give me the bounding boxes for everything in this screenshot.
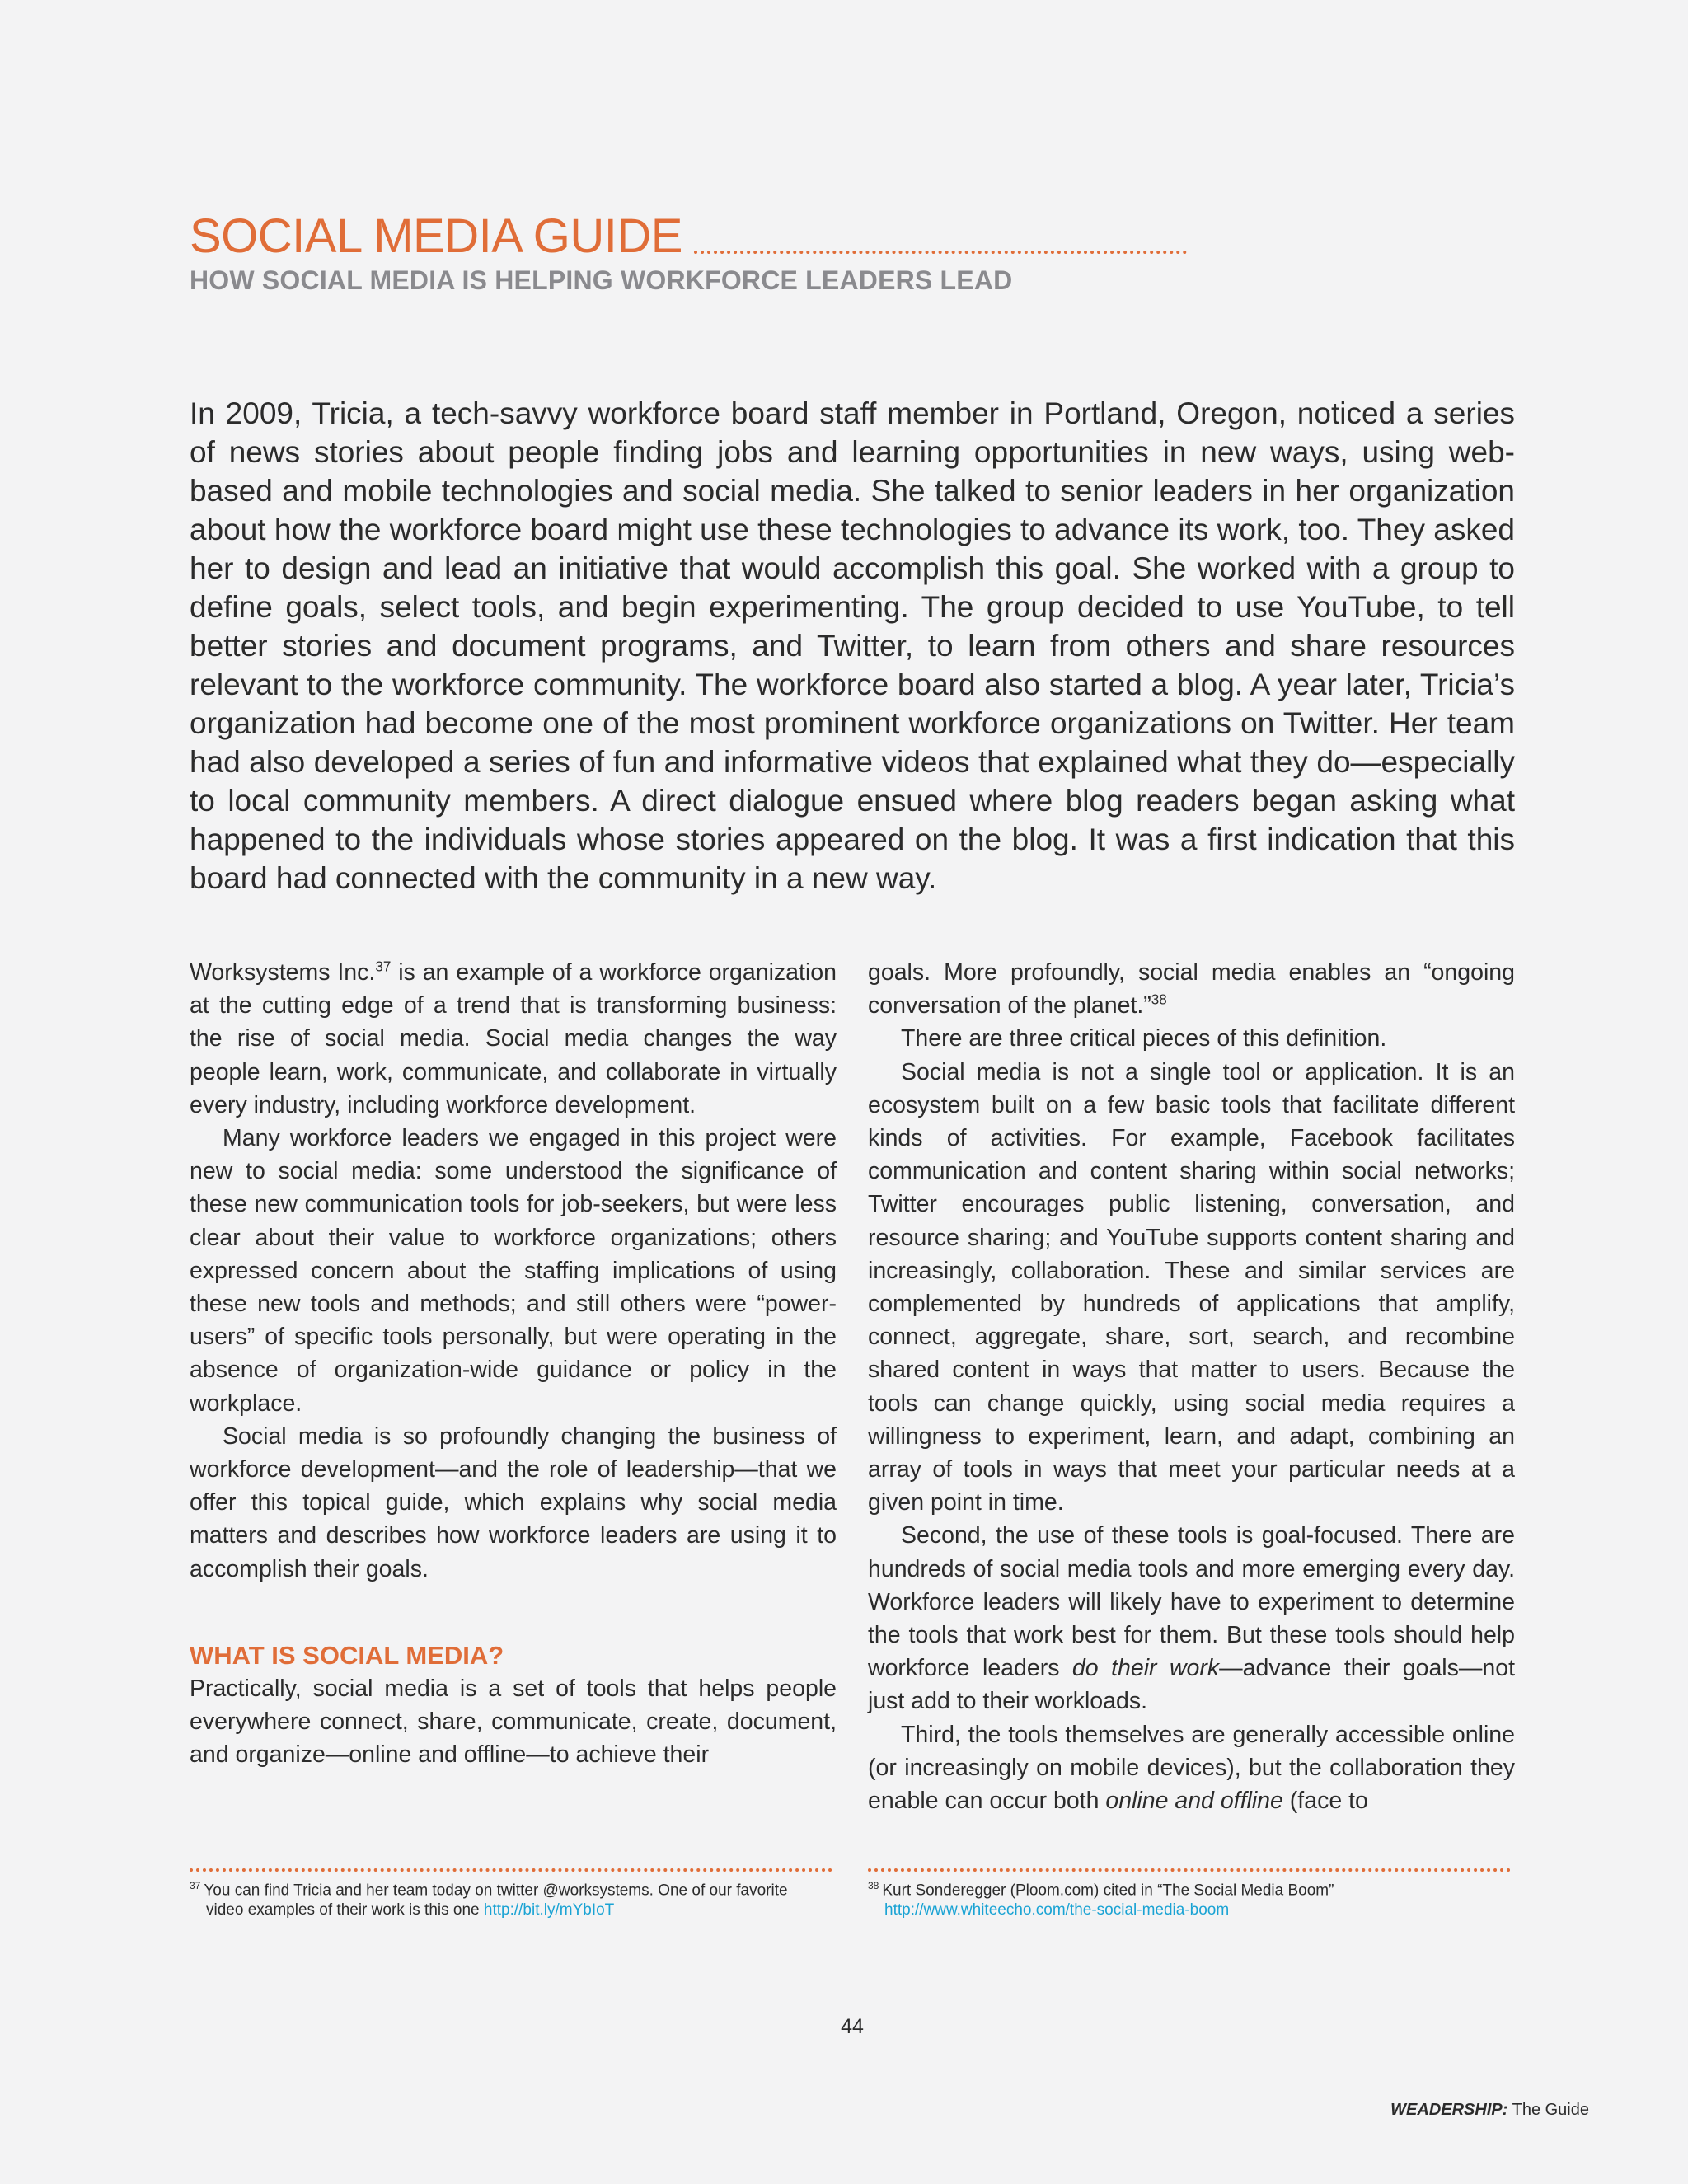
left-paragraph-1: Worksystems Inc.$^{37}$ is an example of a workforce organization at the cutting edge of a trend that is transforming business: the rise of social media. Social media changes the way people learn, work, communicate, and collaborate in virtually every industry, including workforce development. xyxy=(190,958,837,1118)
footer-brand: WEADERSHIP: xyxy=(1390,2101,1508,2119)
footnote-link-37[interactable]: http://bit.ly/mYbIoT xyxy=(483,1901,615,1919)
page-number: 44 xyxy=(841,2015,864,2038)
right-paragraph-2: There are three critical pieces of this definition. xyxy=(901,1025,1387,1052)
page-header xyxy=(190,209,1187,296)
page-subtitle: HOW SOCIAL MEDIA IS HELPING WORKFORCE LEADERS LEAD xyxy=(190,265,1013,295)
page-title: SOCIAL MEDIA GUIDE xyxy=(190,209,682,263)
left-column xyxy=(190,956,837,1771)
intro-paragraph: In 2009, Tricia, a tech-savvy workforce board staff member in Portland, Oregon, noticed a series of news stories about people finding jobs and learning opportunities in new ways, using web-based and mobile technologies and social media. She talked to senior leaders in her organization about how the workforce board might use these technologies to advance its work, too. They asked her to design and lead an initiative that would accomplish this goal. She worked with a group to define goals, select tools, and begin experimenting. The group decided to use YouTube, to tell better stories and document programs, and Twitter, to learn from others and share resources relevant to the workforce community. The workforce board also started a blog. A year later, Tricia’s organization had become one of the most prominent workforce organizations on Twitter. Her team had also developed a series of fun and informative videos that explained what they do—especially to local community members. A direct dialogue ensued where blog readers began asking what happened to the individuals whose stories appeared on the blog. It was a first indication that this board had connected with the community in a new way. xyxy=(190,396,1515,895)
right-paragraph-4: Second, the use of these tools is goal-focused. There are hundreds of social media tools and more emerging every day. Workforce leaders will likely have to experiment to determine the tools that work best for them. But these tools should help workforce leaders do their work—advance their goals—not just add to their workloads. xyxy=(868,1522,1516,1715)
footer-label: The Guide xyxy=(1507,2101,1589,2119)
title-dotted-rule xyxy=(694,251,1187,254)
footnote-rule-right xyxy=(868,1868,1511,1872)
right-paragraph-3: Social media is not a single tool or application. It is an ecosystem built on a few basic tools that facilitate different kinds of activities. For example, Facebook facilitates communication and content sharing within social networks; Twitter encourages public listening, conversation, and resource sharing; and YouTube supports content sharing and increasingly, collaboration. These and similar services are complemented by hundreds of applications that amplify, connect, aggregate, share, sort, search, and recombine shared content in ways that matter to users. Because the tools can change quickly, using social media requires a willingness to experiment, learn, and adapt, combining an array of tools in ways that meet your particular needs at a given point in time. xyxy=(868,1058,1515,1516)
section-heading: WHAT IS SOCIAL MEDIA? xyxy=(190,1640,504,1670)
page-footer xyxy=(1390,2101,1589,2120)
right-column xyxy=(868,956,1515,1817)
footnote-rule-left xyxy=(190,1868,832,1872)
left-paragraph-2: Many workforce leaders we engaged in this project were new to social media: some understood the significance of these new communication tools for job-seekers, but were less clear about their value to workforce organizations; others expressed concern about the staffing implications of using these new tools and methods; and still others were “power-users” of specific tools personally, but were operating in the absence of organization-wide guidance or policy in the workplace. xyxy=(190,1125,837,1417)
right-paragraph-5: Third, the tools themselves are generally accessible online (or increasingly on mobile devices), but the collaboration they enable can occur both online and offline (face to xyxy=(868,1721,1515,1815)
footnote-link-38[interactable]: http://www.whiteecho.com/the-social-media-boom xyxy=(884,1901,1230,1919)
footnote-38: $^{38}$ Kurt Sonderegger (Ploom.com) cited in “The Social Media Boom” http://www.whiteecho.com/the-social-media-boom xyxy=(868,1880,1334,1919)
footnote-37: $^{37}$ You can find Tricia and her team today on twitter @worksystems. One of our favorite video examples of their work is this one http://bit.ly/mYbIoT xyxy=(190,1880,788,1919)
right-paragraph-1: goals. More profoundly, social media enables an “ongoing conversation of the planet.”$^{38}$ xyxy=(868,959,1515,1019)
left-paragraph-4: Practically, social media is a set of tools that helps people everywhere connect, share, communicate, create, document, and organize—online and offline—to achieve their xyxy=(190,1675,837,1769)
left-paragraph-3: Social media is so profoundly changing the business of workforce development—and the role of leadership—that we offer this topical guide, which explains why social media matters and describes how workforce leaders are using it to accomplish their goals. xyxy=(190,1422,837,1582)
footnote-ref-38: 38 xyxy=(1151,991,1167,1008)
footnote-ref-37: 37 xyxy=(375,958,392,975)
